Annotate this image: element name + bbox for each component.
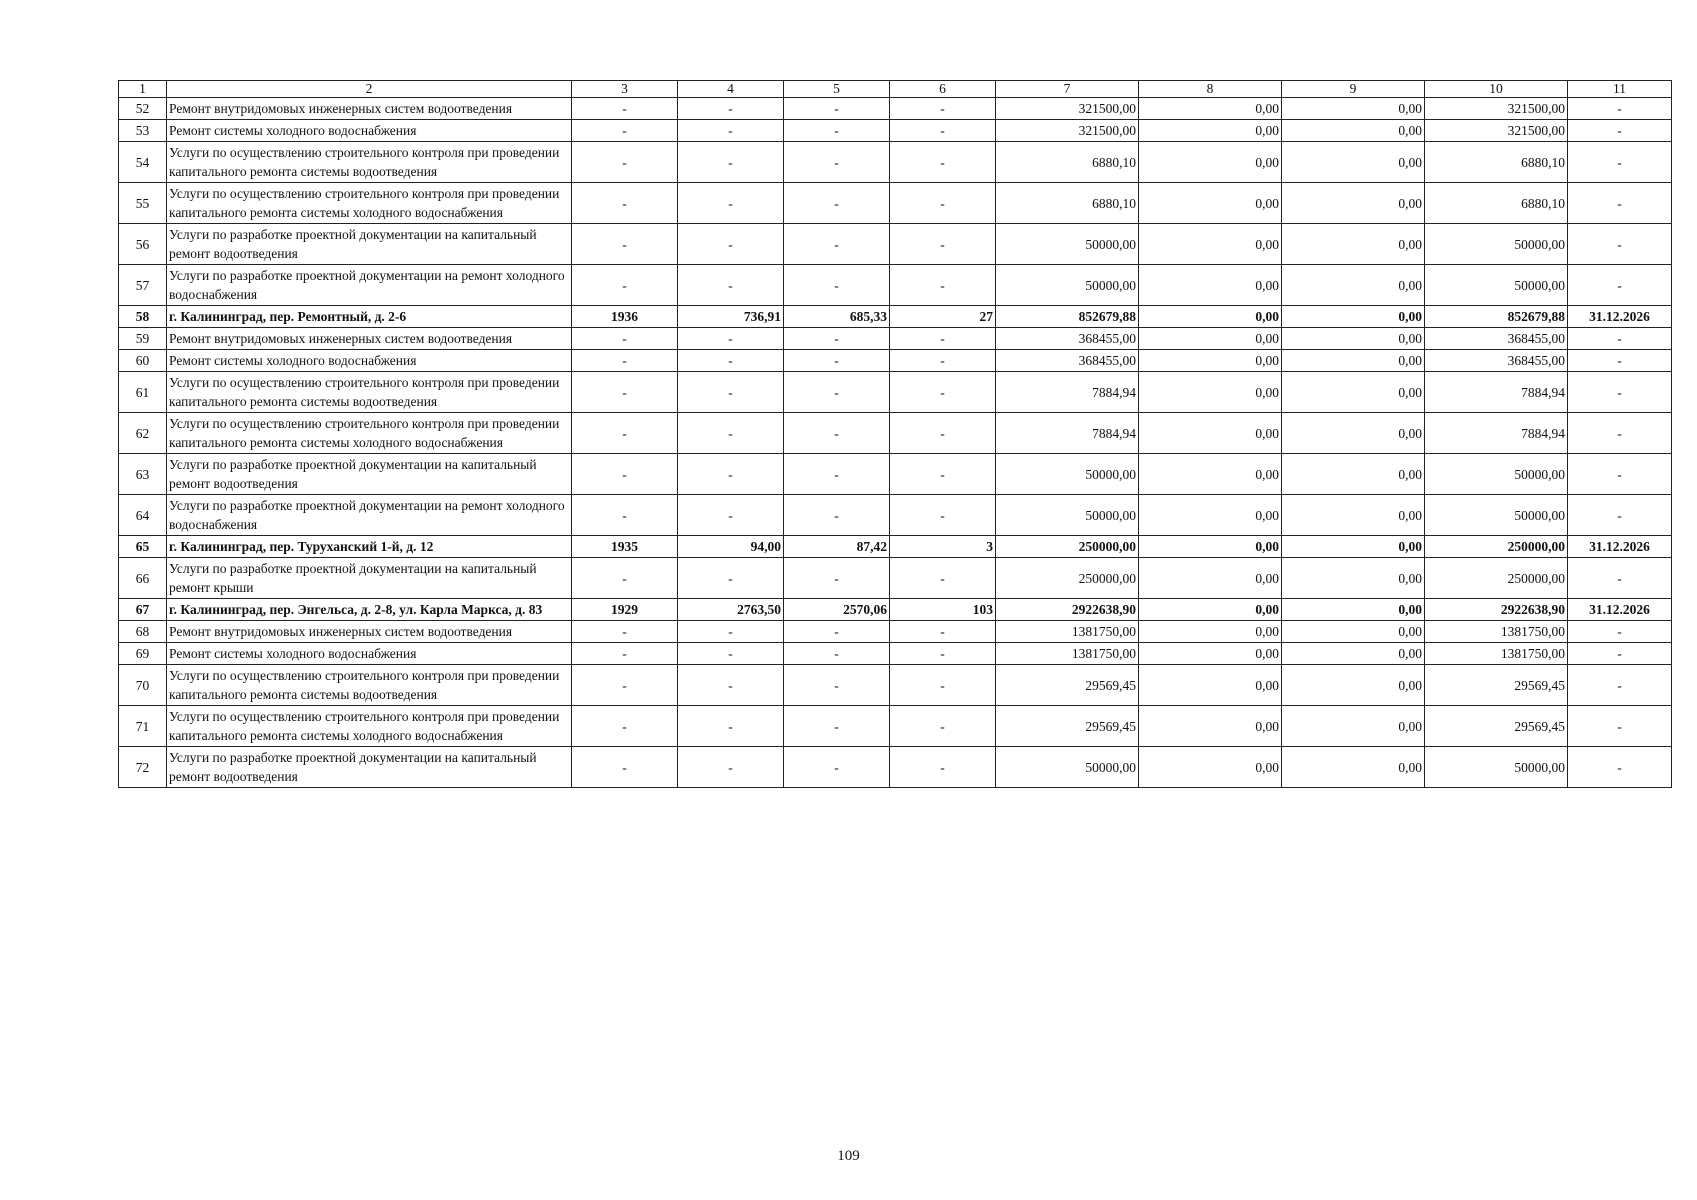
cell-col5: - — [784, 621, 890, 643]
table-row — [119, 183, 1672, 224]
cell-col11: - — [1568, 183, 1672, 224]
cell-col3: - — [572, 224, 678, 265]
row-number: 72 — [119, 747, 167, 788]
work-name: г. Калининград, пер. Ремонтный, д. 2-6 — [167, 306, 572, 328]
cell-col4: - — [678, 706, 784, 747]
cell-col7: 7884,94 — [996, 372, 1139, 413]
table-row — [119, 558, 1672, 599]
cell-col6: - — [890, 747, 996, 788]
cell-col6: - — [890, 98, 996, 120]
cell-col6: - — [890, 495, 996, 536]
cell-col6: - — [890, 142, 996, 183]
cell-col5: - — [784, 265, 890, 306]
table-row — [119, 120, 1672, 142]
cell-col9: 0,00 — [1282, 643, 1425, 665]
document-sheet — [118, 80, 1658, 788]
cell-col4: 2763,50 — [678, 599, 784, 621]
cell-col9: 0,00 — [1282, 413, 1425, 454]
row-number: 66 — [119, 558, 167, 599]
cell-col7: 368455,00 — [996, 350, 1139, 372]
col-header-3: 3 — [572, 81, 678, 98]
cell-col8: 0,00 — [1139, 142, 1282, 183]
table-row — [119, 747, 1672, 788]
cell-col6: - — [890, 183, 996, 224]
row-number: 55 — [119, 183, 167, 224]
cell-col5: - — [784, 495, 890, 536]
cell-col6: - — [890, 328, 996, 350]
cell-col10: 2922638,90 — [1425, 599, 1568, 621]
cell-col11: - — [1568, 372, 1672, 413]
cell-col7: 321500,00 — [996, 98, 1139, 120]
row-number: 62 — [119, 413, 167, 454]
work-name: Ремонт внутридомовых инженерных систем водоотведения — [167, 98, 572, 120]
table-row — [119, 413, 1672, 454]
cell-col3: - — [572, 665, 678, 706]
table-row — [119, 643, 1672, 665]
cell-col8: 0,00 — [1139, 413, 1282, 454]
cell-col5: - — [784, 372, 890, 413]
table-row — [119, 536, 1672, 558]
cell-col7: 50000,00 — [996, 747, 1139, 788]
cell-col6: 3 — [890, 536, 996, 558]
cell-col9: 0,00 — [1282, 558, 1425, 599]
cell-col9: 0,00 — [1282, 224, 1425, 265]
cell-col10: 50000,00 — [1425, 224, 1568, 265]
cell-col8: 0,00 — [1139, 495, 1282, 536]
cell-col10: 7884,94 — [1425, 413, 1568, 454]
cell-col11: - — [1568, 643, 1672, 665]
cell-col6: - — [890, 706, 996, 747]
work-name: г. Калининград, пер. Энгельса, д. 2-8, ул. Карла Маркса, д. 83 — [167, 599, 572, 621]
cell-col7: 250000,00 — [996, 558, 1139, 599]
cell-col5: - — [784, 643, 890, 665]
cell-col4: - — [678, 747, 784, 788]
cell-col9: 0,00 — [1282, 306, 1425, 328]
row-number: 52 — [119, 98, 167, 120]
cell-col8: 0,00 — [1139, 454, 1282, 495]
work-name: Услуги по осуществлению строительного контроля при проведении капитального ремонта системы холодного водоснабжения — [167, 183, 572, 224]
cell-col5: - — [784, 558, 890, 599]
cell-col8: 0,00 — [1139, 621, 1282, 643]
cell-col4: - — [678, 643, 784, 665]
column-number-row — [119, 81, 1672, 98]
table-row — [119, 328, 1672, 350]
row-number: 58 — [119, 306, 167, 328]
row-number: 54 — [119, 142, 167, 183]
cell-col7: 6880,10 — [996, 142, 1139, 183]
cell-col9: 0,00 — [1282, 183, 1425, 224]
col-header-2: 2 — [167, 81, 572, 98]
cell-col5: - — [784, 142, 890, 183]
cell-col3: - — [572, 621, 678, 643]
cell-col6: - — [890, 120, 996, 142]
cell-col8: 0,00 — [1139, 328, 1282, 350]
cell-col3: - — [572, 413, 678, 454]
col-header-4: 4 — [678, 81, 784, 98]
cell-col7: 7884,94 — [996, 413, 1139, 454]
cell-col4: - — [678, 621, 784, 643]
cell-col11: - — [1568, 454, 1672, 495]
cell-col3: - — [572, 328, 678, 350]
cell-col7: 1381750,00 — [996, 621, 1139, 643]
row-number: 63 — [119, 454, 167, 495]
table-row — [119, 350, 1672, 372]
work-name: Ремонт системы холодного водоснабжения — [167, 350, 572, 372]
cell-col5: - — [784, 350, 890, 372]
cell-col9: 0,00 — [1282, 142, 1425, 183]
cell-col10: 321500,00 — [1425, 98, 1568, 120]
cell-col10: 50000,00 — [1425, 454, 1568, 495]
cell-col8: 0,00 — [1139, 372, 1282, 413]
cell-col4: - — [678, 350, 784, 372]
work-name: Ремонт внутридомовых инженерных систем водоотведения — [167, 328, 572, 350]
cell-col6: - — [890, 224, 996, 265]
cell-col7: 50000,00 — [996, 224, 1139, 265]
cell-col3: - — [572, 495, 678, 536]
cell-col8: 0,00 — [1139, 265, 1282, 306]
cell-col11: - — [1568, 706, 1672, 747]
cell-col3: 1935 — [572, 536, 678, 558]
cell-col7: 250000,00 — [996, 536, 1139, 558]
cell-col4: - — [678, 98, 784, 120]
row-number: 57 — [119, 265, 167, 306]
cell-col9: 0,00 — [1282, 454, 1425, 495]
cell-col6: 103 — [890, 599, 996, 621]
cell-col11: - — [1568, 558, 1672, 599]
cell-col9: 0,00 — [1282, 495, 1425, 536]
cell-col4: - — [678, 265, 784, 306]
table-row — [119, 454, 1672, 495]
cell-col11: - — [1568, 98, 1672, 120]
cell-col4: - — [678, 142, 784, 183]
work-name: Услуги по осуществлению строительного контроля при проведении капитального ремонта системы холодного водоснабжения — [167, 413, 572, 454]
cell-col10: 29569,45 — [1425, 665, 1568, 706]
cell-col10: 321500,00 — [1425, 120, 1568, 142]
cell-col3: - — [572, 643, 678, 665]
cell-col10: 368455,00 — [1425, 328, 1568, 350]
cell-col11: 31.12.2026 — [1568, 306, 1672, 328]
cell-col8: 0,00 — [1139, 224, 1282, 265]
cell-col8: 0,00 — [1139, 599, 1282, 621]
cell-col4: - — [678, 665, 784, 706]
cell-col9: 0,00 — [1282, 536, 1425, 558]
cell-col6: 27 — [890, 306, 996, 328]
cell-col5: 685,33 — [784, 306, 890, 328]
cell-col8: 0,00 — [1139, 183, 1282, 224]
cell-col9: 0,00 — [1282, 328, 1425, 350]
cell-col10: 6880,10 — [1425, 142, 1568, 183]
table-row — [119, 706, 1672, 747]
row-number: 59 — [119, 328, 167, 350]
cell-col3: - — [572, 558, 678, 599]
cell-col10: 50000,00 — [1425, 495, 1568, 536]
work-name: Ремонт внутридомовых инженерных систем водоотведения — [167, 621, 572, 643]
cell-col3: - — [572, 142, 678, 183]
row-number: 71 — [119, 706, 167, 747]
cell-col5: 2570,06 — [784, 599, 890, 621]
cell-col11: - — [1568, 224, 1672, 265]
cell-col3: 1936 — [572, 306, 678, 328]
table-row — [119, 621, 1672, 643]
cell-col7: 2922638,90 — [996, 599, 1139, 621]
cell-col11: - — [1568, 495, 1672, 536]
cell-col5: - — [784, 413, 890, 454]
cell-col10: 852679,88 — [1425, 306, 1568, 328]
cell-col7: 29569,45 — [996, 706, 1139, 747]
cell-col9: 0,00 — [1282, 265, 1425, 306]
cell-col5: - — [784, 747, 890, 788]
table-row — [119, 372, 1672, 413]
table-row — [119, 224, 1672, 265]
row-number: 60 — [119, 350, 167, 372]
work-name: Услуги по осуществлению строительного контроля при проведении капитального ремонта системы водоотведения — [167, 372, 572, 413]
cell-col7: 29569,45 — [996, 665, 1139, 706]
table-row — [119, 599, 1672, 621]
cell-col3: - — [572, 454, 678, 495]
work-name: Услуги по осуществлению строительного контроля при проведении капитального ремонта системы холодного водоснабжения — [167, 706, 572, 747]
cell-col8: 0,00 — [1139, 120, 1282, 142]
col-header-6: 6 — [890, 81, 996, 98]
row-number: 53 — [119, 120, 167, 142]
cell-col4: - — [678, 558, 784, 599]
work-name: Услуги по разработке проектной документации на капитальный ремонт водоотведения — [167, 224, 572, 265]
col-header-7: 7 — [996, 81, 1139, 98]
cell-col6: - — [890, 454, 996, 495]
cell-col8: 0,00 — [1139, 536, 1282, 558]
cell-col11: - — [1568, 120, 1672, 142]
cell-col8: 0,00 — [1139, 558, 1282, 599]
col-header-1: 1 — [119, 81, 167, 98]
work-name: Ремонт системы холодного водоснабжения — [167, 120, 572, 142]
cell-col7: 368455,00 — [996, 328, 1139, 350]
work-name: Услуги по разработке проектной документации на ремонт холодного водоснабжения — [167, 495, 572, 536]
cell-col5: 87,42 — [784, 536, 890, 558]
cell-col6: - — [890, 350, 996, 372]
cell-col10: 1381750,00 — [1425, 621, 1568, 643]
work-name: г. Калининград, пер. Туруханский 1-й, д. 12 — [167, 536, 572, 558]
cell-col3: - — [572, 183, 678, 224]
cell-col8: 0,00 — [1139, 665, 1282, 706]
cell-col9: 0,00 — [1282, 120, 1425, 142]
cell-col11: - — [1568, 328, 1672, 350]
cell-col5: - — [784, 328, 890, 350]
cell-col3: - — [572, 706, 678, 747]
table-body — [119, 98, 1672, 788]
cell-col7: 50000,00 — [996, 265, 1139, 306]
work-name: Услуги по осуществлению строительного контроля при проведении капитального ремонта системы водоотведения — [167, 142, 572, 183]
cell-col9: 0,00 — [1282, 706, 1425, 747]
cell-col6: - — [890, 265, 996, 306]
cell-col5: - — [784, 706, 890, 747]
cell-col3: - — [572, 98, 678, 120]
cell-col3: 1929 — [572, 599, 678, 621]
cell-col4: - — [678, 183, 784, 224]
row-number: 61 — [119, 372, 167, 413]
col-header-5: 5 — [784, 81, 890, 98]
col-header-10: 10 — [1425, 81, 1568, 98]
cell-col8: 0,00 — [1139, 643, 1282, 665]
work-name: Услуги по разработке проектной документации на капитальный ремонт водоотведения — [167, 747, 572, 788]
cell-col7: 852679,88 — [996, 306, 1139, 328]
row-number: 70 — [119, 665, 167, 706]
cell-col6: - — [890, 372, 996, 413]
cell-col9: 0,00 — [1282, 599, 1425, 621]
col-header-9: 9 — [1282, 81, 1425, 98]
cell-col4: - — [678, 454, 784, 495]
cell-col4: - — [678, 224, 784, 265]
cell-col7: 6880,10 — [996, 183, 1139, 224]
cell-col8: 0,00 — [1139, 306, 1282, 328]
cell-col6: - — [890, 413, 996, 454]
cell-col10: 368455,00 — [1425, 350, 1568, 372]
cell-col5: - — [784, 98, 890, 120]
cell-col5: - — [784, 120, 890, 142]
cell-col9: 0,00 — [1282, 372, 1425, 413]
table-row — [119, 98, 1672, 120]
cell-col3: - — [572, 350, 678, 372]
cell-col11: - — [1568, 350, 1672, 372]
cell-col5: - — [784, 665, 890, 706]
table-row — [119, 495, 1672, 536]
page-number: 109 — [837, 1148, 860, 1164]
cell-col11: - — [1568, 413, 1672, 454]
cell-col10: 1381750,00 — [1425, 643, 1568, 665]
cell-col9: 0,00 — [1282, 350, 1425, 372]
cell-col10: 7884,94 — [1425, 372, 1568, 413]
cell-col3: - — [572, 265, 678, 306]
cell-col3: - — [572, 120, 678, 142]
work-name: Услуги по разработке проектной документации на капитальный ремонт крыши — [167, 558, 572, 599]
row-number: 69 — [119, 643, 167, 665]
table-row — [119, 142, 1672, 183]
cell-col4: - — [678, 120, 784, 142]
cell-col9: 0,00 — [1282, 621, 1425, 643]
cell-col10: 6880,10 — [1425, 183, 1568, 224]
cell-col6: - — [890, 558, 996, 599]
cell-col10: 50000,00 — [1425, 265, 1568, 306]
work-name: Услуги по осуществлению строительного контроля при проведении капитального ремонта системы водоотведения — [167, 665, 572, 706]
cell-col8: 0,00 — [1139, 706, 1282, 747]
repair-program-table — [118, 80, 1672, 788]
cell-col11: - — [1568, 621, 1672, 643]
work-name: Услуги по разработке проектной документации на капитальный ремонт водоотведения — [167, 454, 572, 495]
cell-col11: - — [1568, 265, 1672, 306]
cell-col6: - — [890, 665, 996, 706]
cell-col4: 94,00 — [678, 536, 784, 558]
cell-col9: 0,00 — [1282, 98, 1425, 120]
cell-col7: 1381750,00 — [996, 643, 1139, 665]
cell-col7: 50000,00 — [996, 454, 1139, 495]
table-row — [119, 265, 1672, 306]
work-name: Услуги по разработке проектной документации на ремонт холодного водоснабжения — [167, 265, 572, 306]
row-number: 67 — [119, 599, 167, 621]
cell-col9: 0,00 — [1282, 665, 1425, 706]
cell-col7: 50000,00 — [996, 495, 1139, 536]
cell-col6: - — [890, 621, 996, 643]
cell-col10: 50000,00 — [1425, 747, 1568, 788]
row-number: 64 — [119, 495, 167, 536]
cell-col6: - — [890, 643, 996, 665]
row-number: 56 — [119, 224, 167, 265]
cell-col11: - — [1568, 142, 1672, 183]
table-row — [119, 665, 1672, 706]
row-number: 65 — [119, 536, 167, 558]
cell-col3: - — [572, 372, 678, 413]
cell-col4: 736,91 — [678, 306, 784, 328]
cell-col11: 31.12.2026 — [1568, 599, 1672, 621]
cell-col4: - — [678, 372, 784, 413]
cell-col10: 29569,45 — [1425, 706, 1568, 747]
cell-col10: 250000,00 — [1425, 536, 1568, 558]
col-header-11: 11 — [1568, 81, 1672, 98]
cell-col5: - — [784, 183, 890, 224]
cell-col11: 31.12.2026 — [1568, 536, 1672, 558]
cell-col9: 0,00 — [1282, 747, 1425, 788]
cell-col11: - — [1568, 747, 1672, 788]
cell-col4: - — [678, 413, 784, 454]
cell-col8: 0,00 — [1139, 747, 1282, 788]
cell-col4: - — [678, 495, 784, 536]
col-header-8: 8 — [1139, 81, 1282, 98]
work-name: Ремонт системы холодного водоснабжения — [167, 643, 572, 665]
cell-col8: 0,00 — [1139, 98, 1282, 120]
cell-col3: - — [572, 747, 678, 788]
table-row — [119, 306, 1672, 328]
cell-col4: - — [678, 328, 784, 350]
cell-col10: 250000,00 — [1425, 558, 1568, 599]
cell-col5: - — [784, 224, 890, 265]
row-number: 68 — [119, 621, 167, 643]
cell-col11: - — [1568, 665, 1672, 706]
cell-col8: 0,00 — [1139, 350, 1282, 372]
cell-col7: 321500,00 — [996, 120, 1139, 142]
cell-col5: - — [784, 454, 890, 495]
